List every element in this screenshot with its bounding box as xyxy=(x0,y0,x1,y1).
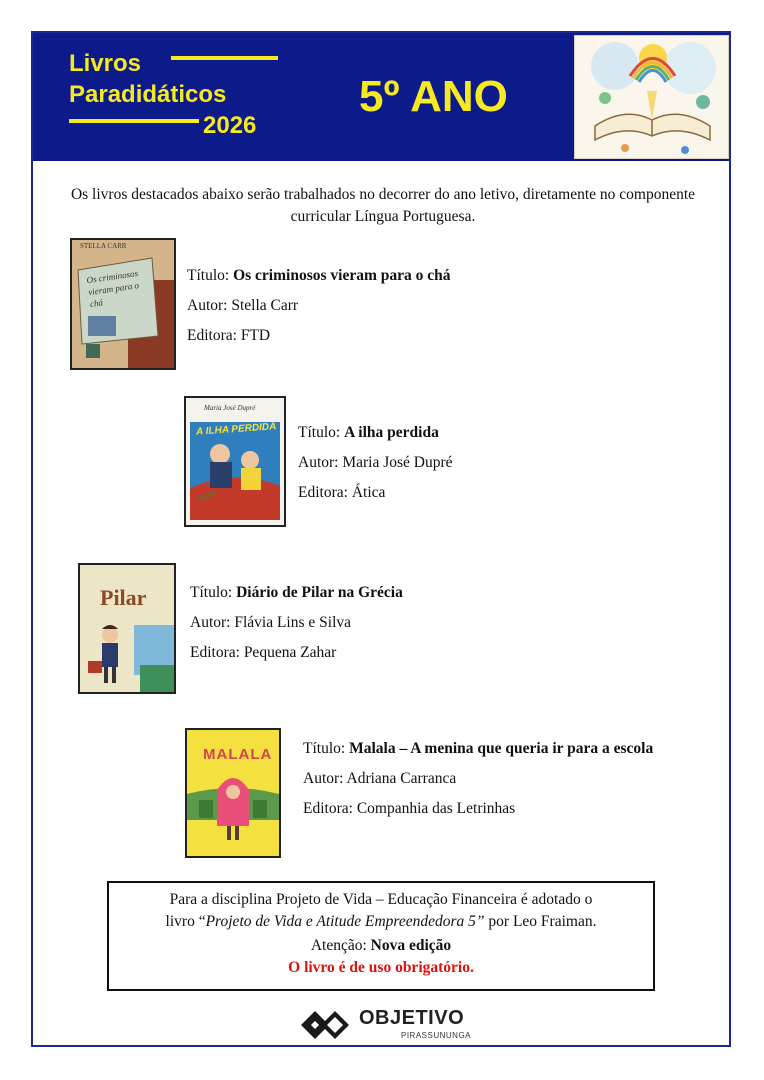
note-line2-post: por Leo Fraiman. xyxy=(484,913,597,930)
note-line2 xyxy=(109,911,653,933)
book-info-1 xyxy=(187,261,451,351)
book-3-author: Flávia Lins e Silva xyxy=(234,614,352,631)
publisher-label: Editora: xyxy=(298,484,348,501)
author-label: Autor: xyxy=(190,614,231,631)
title-label: Título: xyxy=(187,267,230,284)
logo-name: OBJETIVO xyxy=(359,1007,465,1029)
note-line1: Para a disciplina Projeto de Vida – Educação Financeira é adotado o xyxy=(169,891,593,908)
grade-title: 5º ANO xyxy=(359,72,508,121)
title-label: Título: xyxy=(303,740,346,757)
book-2-publisher-row xyxy=(298,478,453,508)
book-1-publisher-row xyxy=(187,321,451,351)
book-cover-4 xyxy=(185,728,281,858)
book-4-publisher-row xyxy=(303,794,653,824)
publisher-label: Editora: xyxy=(303,800,353,817)
header-rule-top xyxy=(171,56,278,60)
book-cover-2-author: Maria José Dupré xyxy=(204,404,256,412)
book-4-author-row xyxy=(303,764,653,794)
publisher-label: Editora: xyxy=(190,644,240,661)
book-2-author: Maria José Dupré xyxy=(342,454,453,471)
objetivo-logo xyxy=(297,1005,472,1045)
publisher-label: Editora: xyxy=(187,327,237,344)
intro-text: Os livros destacados abaixo serão trabalhados no decorrer do ano letivo, diretamente no componente curricular Língua Portuguesa. xyxy=(70,186,696,225)
logo-subtitle: PIRASSUNUNGA xyxy=(401,1031,472,1040)
author-label: Autor: xyxy=(187,297,228,314)
book-cover-3-title: Pilar xyxy=(100,585,147,610)
attention-label: Atenção: xyxy=(310,937,371,954)
header-rule-bottom xyxy=(69,119,199,123)
title-label: Título: xyxy=(298,424,341,441)
book-1-author-row xyxy=(187,291,451,321)
title-label: Título: xyxy=(190,584,233,601)
book-info-3 xyxy=(190,578,403,668)
book-4-publisher: Companhia das Letrinhas xyxy=(356,800,516,817)
book-2-title: A ilha perdida xyxy=(344,424,439,441)
mandatory-warning: O livro é de uso obrigatório. xyxy=(288,959,474,976)
header-title-line1: Livros xyxy=(69,50,142,77)
book-3-title-row xyxy=(190,578,403,608)
book-1-title: Os criminosos vieram para o chá xyxy=(233,267,451,284)
book-2-title-row xyxy=(298,418,453,448)
book-cover-3 xyxy=(78,563,176,694)
attention-value: Nova edição xyxy=(370,937,452,954)
book-1-author: Stella Carr xyxy=(231,297,299,314)
book-4-title-row xyxy=(303,734,653,764)
author-label: Autor: xyxy=(303,770,344,787)
header-title-line2: Paradidáticos xyxy=(69,81,227,108)
book-3-publisher-row xyxy=(190,638,403,668)
objetivo-logo-icon xyxy=(297,1005,357,1045)
book-cover-1 xyxy=(70,238,176,370)
book-1-title-row xyxy=(187,261,451,291)
author-label: Autor: xyxy=(298,454,339,471)
book-cover-1-author: STELLA CARR xyxy=(80,242,127,250)
book-2-publisher: Ática xyxy=(351,484,386,501)
book-cover-4-title: MALALA xyxy=(203,746,273,763)
book-cover-2 xyxy=(184,396,286,527)
header-banner xyxy=(33,33,729,161)
book-3-publisher: Pequena Zahar xyxy=(243,644,337,661)
book-info-2 xyxy=(298,418,453,508)
book-4-author: Adriana Carranca xyxy=(346,770,457,787)
book-2-author-row xyxy=(298,448,453,478)
book-3-title: Diário de Pilar na Grécia xyxy=(236,584,403,601)
book-cover-2-title: A ILHA PERDIDA xyxy=(195,421,277,438)
book-3-author-row xyxy=(190,608,403,638)
life-project-note xyxy=(107,881,655,991)
note-attention xyxy=(109,935,653,957)
header-year: 2026 xyxy=(203,112,257,139)
book-cover-1-title: Os criminosos vieram para o chá xyxy=(85,268,140,310)
book-1-publisher: FTD xyxy=(240,327,271,344)
open-book-illustration xyxy=(574,35,729,159)
book-4-title: Malala – A menina que queria ir para a escola xyxy=(349,740,654,757)
note-line2-pre: livro “ xyxy=(165,913,206,930)
note-book-title: Projeto de Vida e Atitude Empreendedora 5” xyxy=(205,913,485,930)
book-info-4 xyxy=(303,734,653,824)
